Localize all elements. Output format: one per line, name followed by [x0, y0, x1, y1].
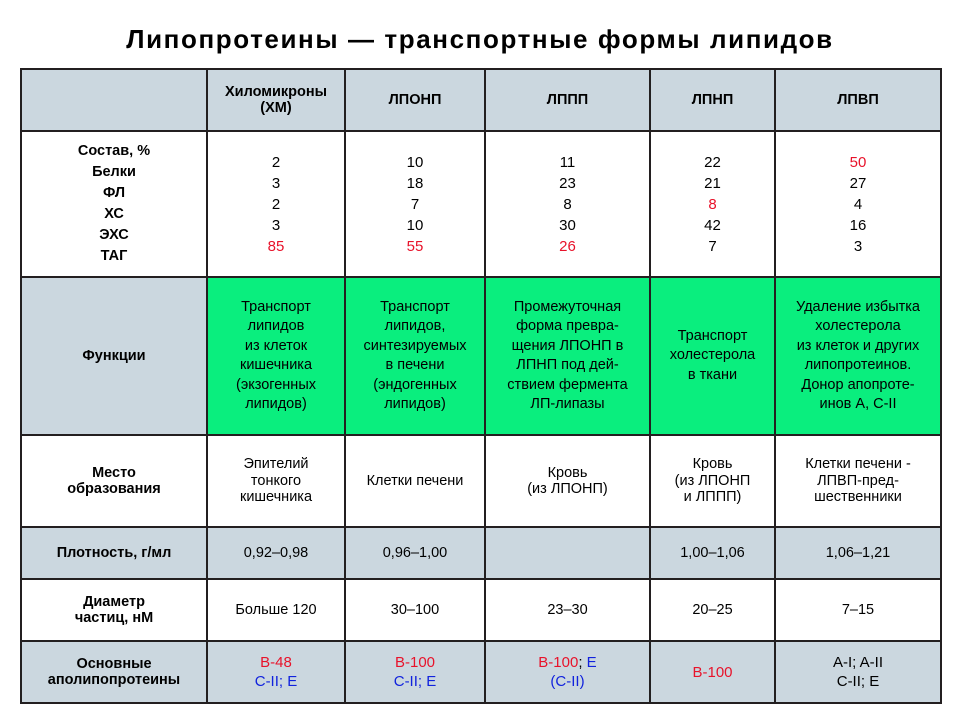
apo-line-primary — [654, 663, 771, 682]
column-header-xm-line2: (ХМ) — [260, 100, 292, 116]
diameter-cell-lppp: 23–30 — [485, 579, 650, 641]
apo-line-primary — [211, 653, 341, 672]
composition-value-highlighted: 85 — [267, 237, 285, 255]
column-header-lponp: ЛПОНП — [345, 69, 485, 131]
apolipoproteins-cell-lpvp — [775, 641, 941, 703]
row-label-apolipoproteins — [21, 641, 207, 703]
row-label-line: образования — [67, 481, 161, 497]
column-header-lpvp: ЛПВП — [775, 69, 941, 131]
density-cell-lpvp: 1,06–1,21 — [775, 527, 941, 579]
composition-value-highlighted: 8 — [708, 195, 717, 213]
functions-line: липидов) — [245, 396, 307, 412]
table-row-apolipoproteins — [21, 641, 941, 703]
composition-value: 2 — [271, 195, 281, 213]
place-line: и ЛППП) — [683, 489, 742, 506]
place-line: Клетки печени - — [805, 456, 911, 473]
composition-cell-lponp — [345, 131, 485, 277]
functions-line: Удаление избытка — [795, 298, 920, 315]
apo-blue-text: (C-II) — [550, 673, 585, 690]
composition-value: 21 — [704, 174, 721, 192]
table-row-place-of-formation — [21, 435, 941, 527]
apolipoproteins-cell-lpnp — [650, 641, 775, 703]
apo-separator: ; — [578, 654, 587, 671]
composition-value: 10 — [406, 153, 424, 171]
column-header-xm-line1: Хиломикроны — [224, 83, 328, 100]
row-label-composition-title: Состав, % — [77, 143, 151, 159]
composition-value: 42 — [704, 216, 721, 234]
apo-black-text: C-II; E — [836, 673, 880, 690]
apo-line-primary — [489, 653, 646, 672]
composition-value: 22 — [704, 153, 721, 171]
row-label-analyte-belki: Белки — [92, 164, 136, 180]
functions-line: из клеток — [244, 337, 308, 354]
functions-line: Транспорт — [380, 298, 450, 315]
row-label-density: Плотность, г/мл — [21, 527, 207, 579]
functions-cell-lppp — [485, 277, 650, 435]
functions-line: липидов — [247, 318, 305, 334]
table-row-composition — [21, 131, 941, 277]
composition-value: 3 — [271, 174, 281, 192]
apo-line-primary — [349, 653, 481, 672]
composition-value: 10 — [406, 216, 424, 234]
functions-line: щения ЛПОНП в — [511, 337, 624, 354]
row-label-line: Место — [92, 464, 136, 481]
functions-line: липидов, — [384, 318, 446, 334]
composition-value: 16 — [849, 216, 867, 234]
functions-line: ЛПНП под дей- — [516, 357, 619, 373]
apolipoproteins-cell-lppp — [485, 641, 650, 703]
functions-line: синтезируемых — [363, 337, 467, 354]
functions-line: липопротеинов. — [804, 357, 912, 373]
composition-value: 3 — [271, 216, 281, 234]
row-label-line: Основные — [76, 655, 152, 672]
apo-black-text: A-I; A-II — [832, 654, 883, 671]
place-cell-lponp — [345, 435, 485, 527]
functions-cell-xm — [207, 277, 345, 435]
place-cell-xm — [207, 435, 345, 527]
functions-line: Донор апопроте- — [801, 376, 915, 393]
place-line: ЛПВП-пред- — [817, 472, 899, 489]
composition-value: 3 — [853, 237, 863, 255]
row-label-composition — [21, 131, 207, 277]
composition-value: 8 — [563, 195, 572, 213]
composition-cell-lppp — [485, 131, 650, 277]
place-line: шественники — [814, 489, 902, 506]
row-label-analyte-tag: ТАГ — [100, 248, 128, 264]
apolipoproteins-cell-xm — [207, 641, 345, 703]
functions-line: (эндогенных — [373, 376, 457, 393]
column-header-lppp: ЛППП — [485, 69, 650, 131]
diameter-cell-lpnp: 20–25 — [650, 579, 775, 641]
place-cell-lpnp — [650, 435, 775, 527]
functions-cell-lpvp — [775, 277, 941, 435]
apo-red-text: B-100 — [692, 663, 733, 681]
composition-cell-lpvp — [775, 131, 941, 277]
column-header-xm — [207, 69, 345, 131]
place-line: Кровь — [692, 456, 733, 473]
functions-line: Промежуточная — [513, 298, 622, 315]
apo-blue-text: C-II; E — [254, 673, 298, 690]
place-line: тонкого — [250, 472, 302, 489]
apo-line-primary — [779, 653, 937, 672]
composition-value: 7 — [410, 195, 420, 213]
place-line: кишечника — [239, 489, 313, 506]
table-header-row — [21, 69, 941, 131]
row-label-analyte-hs: ХС — [104, 206, 124, 222]
table-row-density — [21, 527, 941, 579]
place-line: (из ЛПОНП) — [527, 481, 608, 497]
composition-value-highlighted: 26 — [559, 237, 576, 255]
table-corner-cell — [21, 69, 207, 131]
place-line: (из ЛПОНП — [674, 472, 751, 489]
functions-line: липидов) — [384, 396, 446, 412]
functions-line: из клеток и других — [796, 337, 920, 354]
functions-line: в печени — [385, 357, 445, 373]
row-label-line: Диаметр — [83, 593, 145, 610]
composition-cell-lpnp — [650, 131, 775, 277]
composition-value: 4 — [853, 195, 863, 213]
composition-value: 18 — [406, 174, 424, 192]
apo-blue-text: C-II; E — [393, 673, 437, 690]
composition-value: 11 — [559, 153, 576, 171]
composition-value-highlighted: 50 — [849, 153, 867, 171]
row-label-analyte-fl: ФЛ — [103, 185, 125, 201]
apolipoproteins-cell-lponp — [345, 641, 485, 703]
functions-line: Транспорт — [241, 298, 311, 315]
place-line: Кровь — [547, 464, 588, 481]
lipoprotein-table — [20, 68, 942, 704]
functions-cell-lpnp — [650, 277, 775, 435]
row-label-functions: Функции — [21, 277, 207, 435]
apo-red-text: B-48 — [260, 654, 292, 671]
row-label-diameter — [21, 579, 207, 641]
column-header-lpnp: ЛПНП — [650, 69, 775, 131]
apo-line-secondary — [211, 672, 341, 691]
functions-line: ЛП-липазы — [530, 396, 605, 412]
place-cell-lpvp — [775, 435, 941, 527]
functions-line: холестерола — [815, 318, 901, 334]
lipoprotein-table-wrapper — [20, 68, 940, 704]
composition-cell-xm — [207, 131, 345, 277]
page-title: Липопротеины — транспортные формы липидов — [126, 24, 834, 54]
functions-line: инов А, С-II — [819, 396, 897, 412]
diameter-cell-lpvp: 7–15 — [775, 579, 941, 641]
place-line: Клетки печени — [366, 472, 464, 489]
composition-value: 2 — [271, 153, 281, 171]
functions-line: Транспорт — [677, 327, 748, 344]
place-line: Эпителий — [243, 456, 309, 473]
composition-value: 30 — [559, 216, 576, 234]
density-cell-lponp: 0,96–1,00 — [345, 527, 485, 579]
place-cell-lppp — [485, 435, 650, 527]
composition-value-highlighted: 55 — [406, 237, 424, 255]
functions-cell-lponp — [345, 277, 485, 435]
row-label-line: частиц, нМ — [74, 610, 154, 626]
apo-line-secondary — [489, 672, 646, 691]
apo-line-secondary — [349, 672, 481, 691]
composition-value: 23 — [559, 174, 576, 192]
apo-blue-text: E — [586, 654, 597, 671]
functions-line: форма превра- — [516, 318, 619, 334]
row-label-place-of-formation — [21, 435, 207, 527]
functions-line: холестерола — [669, 347, 756, 364]
composition-value: 7 — [708, 237, 717, 255]
table-row-diameter — [21, 579, 941, 641]
diameter-cell-lponp: 30–100 — [345, 579, 485, 641]
functions-line: в ткани — [687, 366, 738, 383]
functions-line: (экзогенных — [235, 376, 316, 393]
composition-value: 27 — [849, 174, 867, 192]
diameter-cell-xm: Больше 120 — [207, 579, 345, 641]
row-label-analyte-ehs: ЭХС — [99, 227, 129, 243]
functions-line: ствием фермента — [507, 376, 628, 393]
density-cell-lppp — [485, 527, 650, 579]
functions-line: кишечника — [239, 357, 313, 373]
apo-red-text: B-100 — [538, 654, 579, 671]
density-cell-lpnp: 1,00–1,06 — [650, 527, 775, 579]
density-cell-xm: 0,92–0,98 — [207, 527, 345, 579]
table-row-functions — [21, 277, 941, 435]
row-label-line: аполипопротеины — [47, 672, 181, 688]
apo-red-text: B-100 — [394, 654, 436, 671]
apo-line-secondary — [779, 672, 937, 691]
